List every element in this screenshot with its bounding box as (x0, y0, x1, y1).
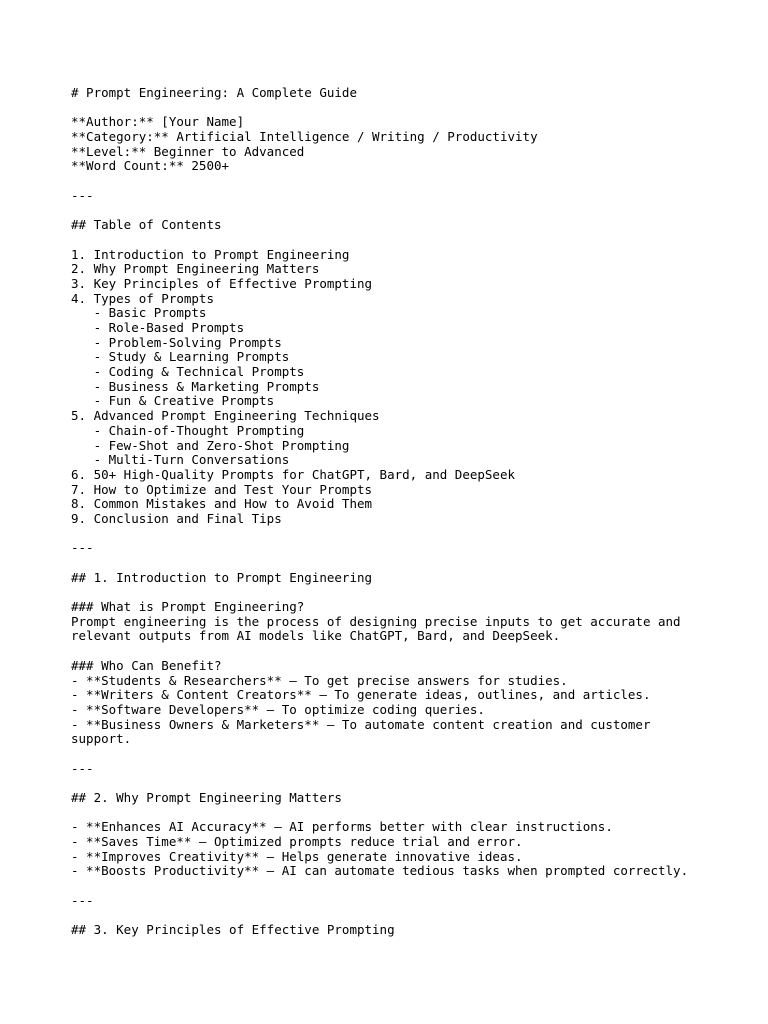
blank-line (71, 174, 731, 189)
blank-line (71, 879, 731, 894)
blank-line (71, 585, 731, 600)
metadata-line: **Author:** [Your Name] (71, 114, 245, 130)
blank-line (71, 527, 731, 542)
toc-item: 9. Conclusion and Final Tips (71, 510, 282, 526)
metadata-line: **Level:** Beginner to Advanced (71, 143, 305, 159)
blank-line (71, 204, 731, 219)
list-item: - **Students & Researchers** – To get precise answers for studies. (71, 672, 568, 688)
blank-line (71, 747, 731, 762)
section-heading: ## 1. Introduction to Prompt Engineering (71, 569, 373, 585)
list-item: - Chain-of-Thought Prompting (71, 422, 305, 438)
list-item: - Business & Marketing Prompts (71, 378, 320, 394)
list-item: - Study & Learning Prompts (71, 349, 290, 365)
metadata-line: **Word Count:** 2500+ (71, 158, 230, 174)
blank-line (71, 776, 731, 791)
document-body (71, 86, 731, 938)
document-title: # Prompt Engineering: A Complete Guide (71, 85, 357, 100)
list-item: - **Software Developers** – To optimize coding queries. (71, 701, 485, 717)
horizontal-rule: --- (71, 760, 94, 776)
list-item: - **Writers & Content Creators** – To generate ideas, outlines, and articles. (71, 687, 651, 703)
subheading: ### What is Prompt Engineering? (71, 599, 305, 615)
horizontal-rule: --- (71, 187, 94, 203)
list-item: - Multi-Turn Conversations (71, 452, 290, 468)
list-item: - **Improves Creativity** – Helps generate innovative ideas. (71, 848, 523, 864)
toc-item: 5. Advanced Prompt Engineering Techniques (71, 408, 380, 424)
blank-line (71, 101, 731, 116)
toc-item: 7. How to Optimize and Test Your Prompts (71, 481, 373, 497)
toc-item: 2. Why Prompt Engineering Matters (71, 261, 320, 277)
blank-line (71, 556, 731, 571)
subheading: ### Who Can Benefit? (71, 657, 222, 673)
text-line: support. (71, 731, 132, 747)
blank-line (71, 644, 731, 659)
list-item: - **Boosts Productivity** – AI can automate tedious tasks when prompted correctly. (71, 863, 689, 879)
toc-item: 6. 50+ High-Quality Prompts for ChatGPT, Bard, and DeepSeek (71, 466, 516, 482)
list-item: - Few-Shot and Zero-Shot Prompting (71, 437, 350, 453)
list-item: - Fun & Creative Prompts (71, 393, 275, 409)
blank-line (71, 806, 731, 821)
toc-item: 1. Introduction to Prompt Engineering (71, 246, 350, 262)
horizontal-rule: --- (71, 892, 94, 908)
section-heading: ## 2. Why Prompt Engineering Matters (71, 790, 342, 805)
toc-item: 4. Types of Prompts (71, 290, 214, 306)
metadata-line: **Category:** Artificial Intelligence / Writing / Productivity (71, 129, 538, 145)
toc-item: 3. Key Principles of Effective Prompting (71, 275, 373, 291)
list-item: - **Enhances AI Accuracy** – AI performs better with clear instructions. (71, 819, 613, 835)
section-heading: ## Table of Contents (71, 217, 222, 233)
list-item: - **Saves Time** – Optimized prompts reduce trial and error. (71, 834, 523, 850)
horizontal-rule: --- (71, 540, 94, 556)
list-item: - Role-Based Prompts (71, 320, 245, 335)
text-line: Prompt engineering is the process of designing precise inputs to get accurate and (71, 613, 681, 629)
blank-line (71, 233, 731, 248)
text-line: relevant outputs from AI models like ChatGPT, Bard, and DeepSeek. (71, 628, 561, 644)
section-heading: ## 3. Key Principles of Effective Prompting (71, 922, 395, 938)
blank-line (71, 909, 731, 924)
document-page (71, 86, 731, 938)
toc-item: 8. Common Mistakes and How to Avoid Them (71, 496, 373, 512)
list-item: - Coding & Technical Prompts (71, 364, 305, 380)
list-item: - Basic Prompts (71, 305, 207, 321)
list-item: - **Business Owners & Marketers** – To automate content creation and customer (71, 716, 651, 732)
list-item: - Problem-Solving Prompts (71, 334, 282, 350)
